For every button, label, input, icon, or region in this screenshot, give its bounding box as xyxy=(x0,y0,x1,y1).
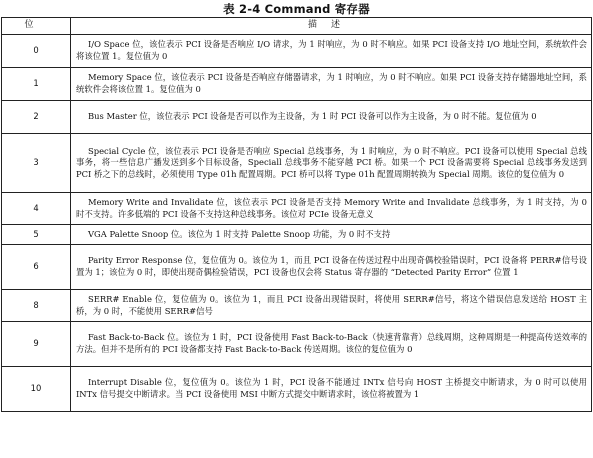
bit-number: 8 xyxy=(2,290,71,322)
bit-description: Memory Space 位，该位表示 PCI 设备是否响应存储器请求，为 1 时响应，为 0 时不响应。如果 PCI 设备支持存储器地址空间，系统软件会将该位置 1。复位值为 0 xyxy=(71,68,592,101)
table-header-row xyxy=(2,18,592,35)
bit-description: Interrupt Disable 位，复位值为 0。该位为 1 时，PCI 设备不能通过 INTx 信号向 HOST 主桥提交中断请求，为 0 时可以使用 INTx 信号提交中断请求。当 PCI 设备使用 MSI 中断方式提交中断请求时，该位将被置为 1 xyxy=(71,367,592,412)
bit-description: SERR# Enable 位，复位值为 0。该位为 1，而且 PCI 设备出现错误时，将使用 SERR#信号，将这个错误信息发送给 HOST 主桥，为 0 时，不能使用 SERR#信号 xyxy=(71,290,592,322)
table-row xyxy=(2,225,592,245)
bit-number: 0 xyxy=(2,35,71,68)
bit-description: Fast Back-to-Back 位。该位为 1 时，PCI 设备使用 Fast Back-to-Back（快速背靠背）总线周期，这种周期是一种提高传送效率的方法。但并不是所有的 PCI 设备都支持 Fast Back-to-Back 传送周期。该位的复位值为 0 xyxy=(71,322,592,367)
bit-number: 5 xyxy=(2,225,71,245)
header-bit: 位 xyxy=(2,18,71,35)
table-caption: 表 2-4 Command 寄存器 xyxy=(223,2,370,16)
table-row xyxy=(2,134,592,193)
bit-number: 1 xyxy=(2,68,71,101)
bit-description: Parity Error Response 位，复位值为 0。该位为 1，而且 PCI 设备在传送过程中出现奇偶校验错误时，PCI 设备将 PERR#信号设置为 1；该位为 0 时，即使出现奇偶检验错误，PCI 设备也仅会将 Status 寄存器的 “Detected Parity Error” 位置 1 xyxy=(71,245,592,290)
bit-description: Special Cycle 位，该位表示 PCI 设备是否响应 Special 总线事务，为 1 时响应，为 0 时不响应。PCI 设备可以使用 Special 总线事务，将一些信息广播发送到多个目标设备，Speciall 总线事务不能穿越 PCI 桥。如果一个 PCI 设备需要将 Special 总线事务发送到 PCI 桥之下的总线时，必须使用 Type 01h 配置周期。PCI 桥可以将 Type 01h 配置周期转换为 Special 周期。该位的复位值为 0 xyxy=(71,134,592,193)
table-row xyxy=(2,290,592,322)
table-row xyxy=(2,68,592,101)
bit-description: Memory Write and Invalidate 位，该位表示 PCI 设备是否支持 Memory Write and Invalidate 总线事务，为 1 时支持，为 0 时不支持。许多低端的 PCI 设备不支持这种总线事务。该位对 PCIe 设备无意义 xyxy=(71,193,592,225)
bit-description: I/O Space 位，该位表示 PCI 设备是否响应 I/O 请求，为 1 时响应，为 0 时不响应。如果 PCI 设备支持 I/O 地址空间，系统软件会将该位置 1。复位值为 0 xyxy=(71,35,592,68)
command-register-table xyxy=(1,17,592,412)
bit-description: Bus Master 位，该位表示 PCI 设备是否可以作为主设备，为 1 时 PCI 设备可以作为主设备，为 0 时不能。复位值为 0 xyxy=(71,101,592,134)
bit-number: 6 xyxy=(2,245,71,290)
bit-number: 9 xyxy=(2,322,71,367)
header-description: 描述 xyxy=(71,18,592,35)
bit-number: 10 xyxy=(2,367,71,412)
bit-number: 3 xyxy=(2,134,71,193)
bit-number: 4 xyxy=(2,193,71,225)
table-row xyxy=(2,367,592,412)
bit-number: 2 xyxy=(2,101,71,134)
table-row xyxy=(2,193,592,225)
table-row xyxy=(2,35,592,68)
table-row xyxy=(2,322,592,367)
bit-description: VGA Palette Snoop 位。该位为 1 时支持 Palette Snoop 功能，为 0 时不支持 xyxy=(71,225,592,245)
table-row xyxy=(2,101,592,134)
table-row xyxy=(2,245,592,290)
